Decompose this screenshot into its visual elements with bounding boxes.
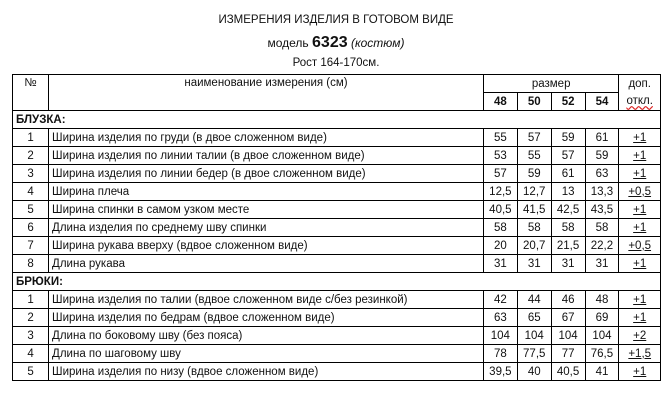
table-row	[13, 363, 661, 381]
size-value: 48	[585, 291, 619, 309]
tolerance-value: +1	[633, 311, 647, 324]
size-value: 104	[517, 327, 551, 345]
size-value: 69	[585, 309, 619, 327]
col-tol-header-1: доп.	[619, 75, 661, 93]
tolerance-value: +1	[633, 221, 647, 234]
section-row	[13, 111, 661, 129]
row-number: 2	[13, 309, 49, 327]
measurements-table	[12, 74, 661, 381]
measurement-name: Ширина изделия по линии бедер (в двое сложенном виде)	[49, 165, 484, 183]
size-value: 42,5	[551, 201, 585, 219]
size-value: 31	[585, 255, 619, 273]
size-value: 55	[517, 147, 551, 165]
tolerance-cell	[619, 327, 661, 345]
size-value: 43,5	[585, 201, 619, 219]
tolerance-cell	[619, 129, 661, 147]
tolerance-cell	[619, 183, 661, 201]
size-value: 12,7	[517, 183, 551, 201]
size-value: 39,5	[483, 363, 517, 381]
size-value: 40	[517, 363, 551, 381]
tolerance-value: +1,5	[628, 347, 652, 360]
table-row	[13, 345, 661, 363]
tolerance-cell	[619, 237, 661, 255]
size-value: 77,5	[517, 345, 551, 363]
tolerance-value: +1	[633, 293, 647, 306]
size-value: 44	[517, 291, 551, 309]
size-header: 48	[483, 93, 517, 111]
size-value: 41,5	[517, 201, 551, 219]
measurement-name: Длина рукава	[49, 255, 484, 273]
tolerance-value: +1	[633, 203, 647, 216]
row-number: 3	[13, 327, 49, 345]
measurement-name: Ширина изделия по груди (в двое сложенном виде)	[49, 129, 484, 147]
table-row	[13, 201, 661, 219]
row-number: 7	[13, 237, 49, 255]
tolerance-cell	[619, 255, 661, 273]
size-value: 40,5	[483, 201, 517, 219]
model-prefix: модель	[267, 36, 309, 50]
tolerance-value: +2	[633, 329, 647, 342]
size-value: 61	[551, 165, 585, 183]
tolerance-cell	[619, 201, 661, 219]
measurement-name: Длина изделия по среднему шву спинки	[49, 219, 484, 237]
tolerance-value: +0,5	[628, 239, 652, 252]
row-number: 6	[13, 219, 49, 237]
table-row	[13, 129, 661, 147]
size-header: 52	[551, 93, 585, 111]
size-value: 13,3	[585, 183, 619, 201]
measurement-name: Ширина изделия по линии талии (в двое сложенном виде)	[49, 147, 484, 165]
row-number: 1	[13, 291, 49, 309]
size-value: 65	[517, 309, 551, 327]
tolerance-value: +1	[633, 149, 647, 162]
tolerance-cell	[619, 345, 661, 363]
size-value: 20	[483, 237, 517, 255]
table-row	[13, 183, 661, 201]
table-row	[13, 165, 661, 183]
model-number: 6323	[312, 34, 348, 51]
tolerance-cell	[619, 363, 661, 381]
tolerance-value: +1	[633, 131, 647, 144]
measurement-name: Ширина изделия по низу (вдвое сложенном виде)	[49, 363, 484, 381]
size-value: 21,5	[551, 237, 585, 255]
row-number: 5	[13, 201, 49, 219]
size-value: 57	[517, 129, 551, 147]
section-title: БЛУЗКА:	[13, 111, 661, 129]
size-value: 55	[483, 129, 517, 147]
model-kind: (костюм)	[350, 36, 405, 50]
row-number: 1	[13, 129, 49, 147]
measurement-name: Ширина рукава вверху (вдвое сложенном виде)	[49, 237, 484, 255]
measurement-name: Ширина изделия по бедрам (вдвое сложенном виде)	[49, 309, 484, 327]
model-line	[0, 34, 672, 52]
size-value: 104	[585, 327, 619, 345]
col-name-header: наименование измерения (см)	[49, 75, 484, 111]
col-no-header: №	[13, 75, 49, 111]
size-value: 61	[585, 129, 619, 147]
size-value: 57	[483, 165, 517, 183]
height-range: Рост 164-170см.	[292, 57, 380, 69]
measurement-name: Ширина изделия по талии (вдвое сложенном виде с/без резинкой)	[49, 291, 484, 309]
size-value: 31	[517, 255, 551, 273]
tolerance-value: +1	[633, 167, 647, 180]
tolerance-cell	[619, 165, 661, 183]
size-value: 40,5	[551, 363, 585, 381]
tolerance-cell	[619, 309, 661, 327]
size-value: 31	[551, 255, 585, 273]
table-row	[13, 147, 661, 165]
tolerance-value: +1	[633, 257, 647, 270]
table-row	[13, 309, 661, 327]
measurement-name: Ширина спинки в самом узком месте	[49, 201, 484, 219]
size-value: 13	[551, 183, 585, 201]
header-row	[13, 75, 661, 93]
size-value: 58	[517, 219, 551, 237]
row-number: 4	[13, 345, 49, 363]
size-value: 57	[551, 147, 585, 165]
size-value: 20,7	[517, 237, 551, 255]
measurement-name: Ширина плеча	[49, 183, 484, 201]
tolerance-value: +1	[633, 365, 647, 378]
measurement-name: Длина по шаговому шву	[49, 345, 484, 363]
size-header: 50	[517, 93, 551, 111]
size-value: 12,5	[483, 183, 517, 201]
size-value: 58	[551, 219, 585, 237]
row-number: 4	[13, 183, 49, 201]
tolerance-cell	[619, 291, 661, 309]
col-tol-header-2: откл.	[626, 95, 653, 108]
row-number: 3	[13, 165, 49, 183]
size-value: 58	[483, 219, 517, 237]
table-row	[13, 255, 661, 273]
size-value: 53	[483, 147, 517, 165]
table-row	[13, 291, 661, 309]
table-row	[13, 219, 661, 237]
size-value: 22,2	[585, 237, 619, 255]
section-row	[13, 273, 661, 291]
size-value: 104	[483, 327, 517, 345]
size-value: 59	[517, 165, 551, 183]
size-value: 42	[483, 291, 517, 309]
size-value: 104	[551, 327, 585, 345]
size-value: 63	[585, 165, 619, 183]
measurement-name: Длина по боковому шву (без пояса)	[49, 327, 484, 345]
section-title: БРЮКИ:	[13, 273, 661, 291]
col-size-header: размер	[483, 75, 618, 93]
size-value: 59	[551, 129, 585, 147]
size-value: 67	[551, 309, 585, 327]
size-value: 41	[585, 363, 619, 381]
size-value: 58	[585, 219, 619, 237]
row-number: 2	[13, 147, 49, 165]
size-value: 76,5	[585, 345, 619, 363]
size-value: 63	[483, 309, 517, 327]
table-row	[13, 237, 661, 255]
size-value: 77	[551, 345, 585, 363]
size-value: 31	[483, 255, 517, 273]
size-value: 59	[585, 147, 619, 165]
table-row	[13, 327, 661, 345]
tolerance-cell	[619, 219, 661, 237]
row-number: 8	[13, 255, 49, 273]
document-title: ИЗМЕРЕНИЯ ИЗДЕЛИЯ В ГОТОВОМ ВИДЕ	[218, 14, 454, 26]
size-value: 78	[483, 345, 517, 363]
tolerance-value: +0,5	[628, 185, 652, 198]
tolerance-cell	[619, 147, 661, 165]
size-header: 54	[585, 93, 619, 111]
row-number: 5	[13, 363, 49, 381]
size-value: 46	[551, 291, 585, 309]
